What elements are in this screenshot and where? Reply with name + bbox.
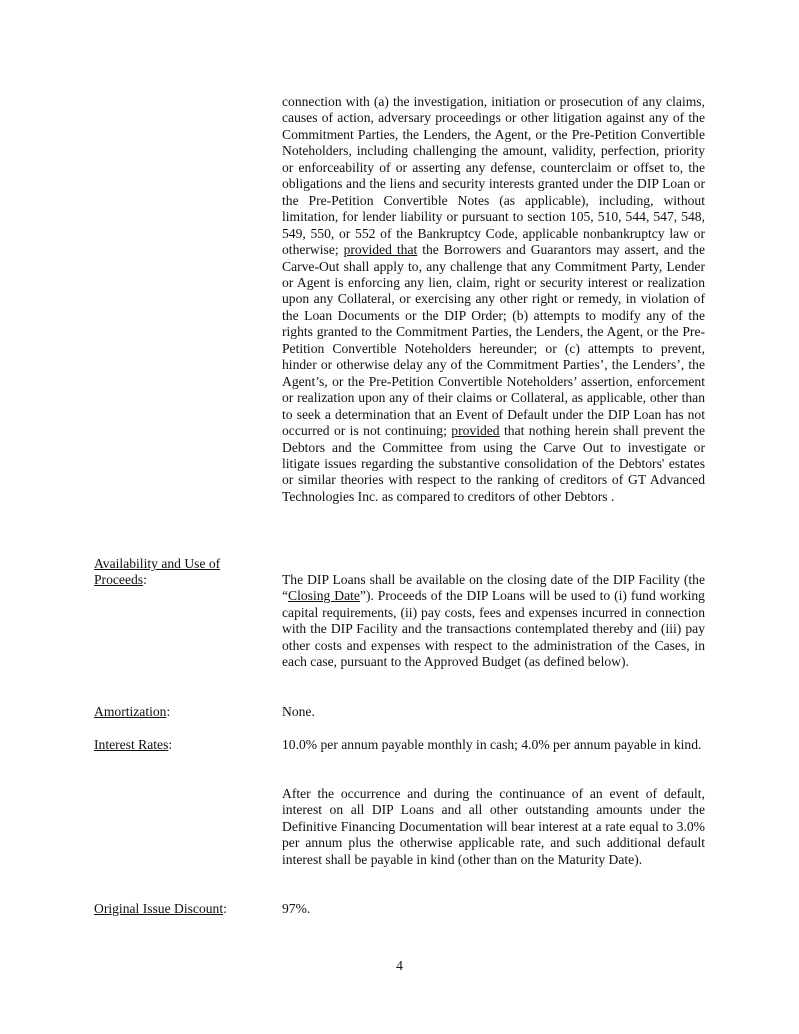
closing-date-term: Closing Date (288, 588, 360, 604)
amortization-label (94, 704, 274, 720)
oid-label (94, 901, 274, 917)
availability-label-line2: Proceeds (94, 572, 144, 588)
label-colon: : (166, 704, 171, 719)
availability-label (94, 556, 274, 589)
provided-that-term: provided that (343, 242, 418, 258)
paragraph-text: connection with (a) the investigation, initiation or prosecution of any claims, causes of action, adversary proceedings or other litigation against any of the Commitment Parties, the Lenders, the Agent, or the Pre-Petition Convertible Noteholders, including challenging the amount, validity, perfection, priority or enforceability of or asserting any defense, counterclaim or offset to, the obligations and the liens and security interests granted under the DIP Loan or the Pre-Petition Convertible Notes (as applicable), including, without limitation, for lender liability or pursuant to section 105, 510, 544, 547, 548, 549, 550, or 552 of the Bankruptcy Code, applicable nonbankruptcy law or otherwise; (282, 94, 705, 258)
interest-rates-text: 10.0% per annum payable monthly in cash; 4.0% per annum payable in kind. (282, 737, 702, 752)
amortization-text: None. (282, 704, 315, 719)
interest-rates-label-text: Interest Rates (94, 737, 169, 752)
paragraph-text: ”). Proceeds of the DIP Loans will be used to (i) fund working capital requirements, (ii) pay costs, fees and expenses incurred in connection with the DIP Facility and the transactions contemplated thereby and (iii) pay other costs and expenses with respect to the administration of the Cases, in each case, pursuant to the Approved Budget (as defined below). (282, 588, 705, 670)
label-colon: : (223, 901, 227, 916)
oid-text: 97%. (282, 901, 311, 916)
amortization-label-text: Amortization (94, 704, 167, 719)
label-colon: : (143, 572, 147, 588)
carve-out-paragraph (282, 94, 705, 505)
availability-label-line1: Availability and Use of (94, 556, 221, 571)
provided-term: provided (451, 423, 500, 439)
availability-paragraph (282, 572, 705, 671)
interest-rates-label (94, 737, 274, 753)
label-colon: : (168, 737, 173, 752)
oid-label-text: Original Issue Discount (94, 901, 224, 916)
paragraph-text: The DIP Loans shall be available on the closing date of the DIP Facility (the “ (282, 572, 705, 604)
page-number: 4 (396, 958, 403, 973)
paragraph-text: the Borrowers and Guarantors may assert, and the Carve-Out shall apply to, any challenge that any Commitment Party, Lender or Agent is enforcing any lien, claim, right or security interest or realization upon any Collateral, or exercising any other right or remedy, in violation of the Loan Documents or the DIP Order; (b) attempts to modify any of the rights granted to the Commitment Parties, the Lenders, the Agent, or the Pre-Petition Convertible Noteholders hereunder; or (c) attempts to prevent, hinder or otherwise delay any of the Commitment Parties’, the Lenders’, the Agent’s, or the Pre-Petition Convertible Noteholders’ assertion, enforcement or realization upon any of their claims or Collateral, as applicable, other than to seek a determination that an Event of Default under the DIP Loan has not occurred or is not continuing; (282, 242, 705, 439)
paragraph-text: that nothing herein shall prevent the Debtors and the Committee from using the Carve Out to investigate or litigate issues regarding the substantive consolidation of the Debtors' estates or similar theories with respect to the ranking of creditors of GT Advanced Technologies Inc. as compared to creditors of other Debtors . (282, 423, 705, 504)
default-interest-text: After the occurrence and during the continuance of an event of default, interest on all DIP Loans and all other outstanding amounts under the Definitive Financing Documentation will bear interest at a rate equal to 3.0% per annum plus the otherwise applicable rate, and such additional default interest shall be payable in kind (other than on the Maturity Date). (282, 786, 705, 867)
